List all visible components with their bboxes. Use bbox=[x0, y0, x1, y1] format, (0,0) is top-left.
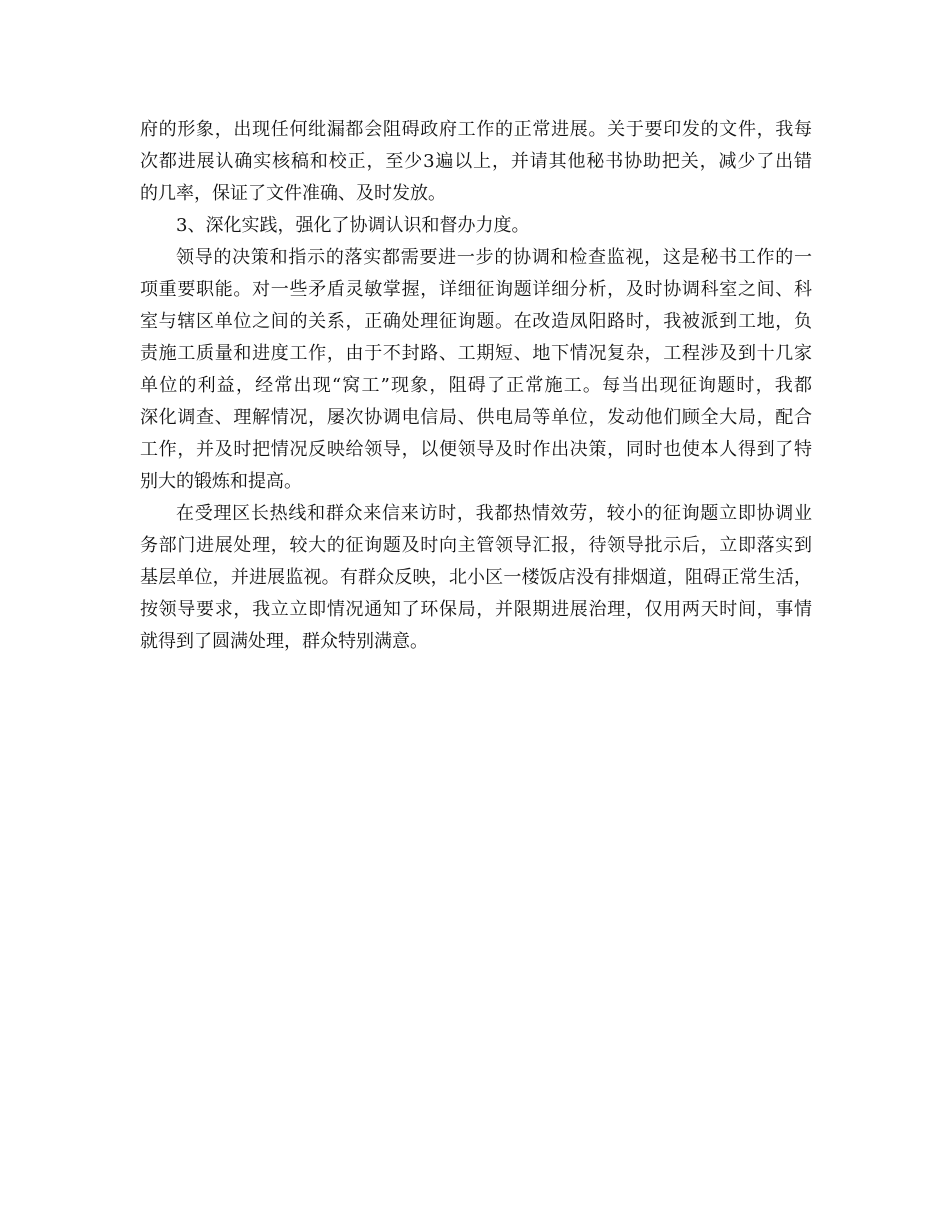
paragraph bbox=[140, 210, 812, 242]
text-line: 工作，并及时把情况反映给领导，以便领导及时作出决策，同时也使本人得到了特 bbox=[140, 439, 812, 460]
text-line: 次都进展认确实核稿和校正，至少3遍以上，并请其他秘书协助把关，减少了出错 bbox=[140, 151, 812, 172]
text-line: 就得到了圆满处理，群众特别满意。 bbox=[140, 631, 428, 652]
text-line: 在受理区长热线和群众来信来访时，我都热情效劳，较小的征询题立即协调业 bbox=[176, 503, 812, 524]
text-line: 责施工质量和进度工作，由于不封路、工期短、地下情况复杂，工程涉及到十几家 bbox=[140, 343, 812, 364]
text-line: 3、深化实践，强化了协调认识和督办力度。 bbox=[176, 215, 530, 236]
text-line: 室与辖区单位之间的关系，正确处理征询题。在改造凤阳路时，我被派到工地，负 bbox=[140, 311, 812, 332]
paragraph bbox=[140, 242, 812, 498]
text-line: 深化调查、理解情况，屡次协调电信局、供电局等单位，发动他们顾全大局，配合 bbox=[140, 407, 812, 428]
paragraph bbox=[140, 498, 812, 658]
text-line: 项重要职能。对一些矛盾灵敏掌握，详细征询题详细分析，及时协调科室之间、科 bbox=[140, 279, 812, 300]
text-line: 基层单位，并进展监视。有群众反映，北小区一楼饭店没有排烟道，阻碍正常生活， bbox=[140, 567, 812, 588]
text-line: 单位的利益，经常出现“窝工”现象，阻碍了正常施工。每当出现征询题时，我都 bbox=[140, 375, 812, 396]
text-line: 的几率，保证了文件准确、及时发放。 bbox=[140, 183, 446, 204]
document-body bbox=[140, 114, 812, 658]
text-line: 按领导要求，我立立即情况通知了环保局，并限期进展治理，仅用两天时间，事情 bbox=[140, 599, 812, 620]
text-line: 领导的决策和指示的落实都需要进一步的协调和检查监视，这是秘书工作的一 bbox=[176, 247, 812, 268]
text-line: 务部门进展处理，较大的征询题及时向主管领导汇报，待领导批示后，立即落实到 bbox=[140, 535, 812, 556]
text-line: 别大的锻炼和提高。 bbox=[140, 471, 302, 492]
text-line: 府的形象，出现任何纰漏都会阻碍政府工作的正常进展。关于要印发的文件，我每 bbox=[140, 119, 812, 140]
paragraph bbox=[140, 114, 812, 210]
